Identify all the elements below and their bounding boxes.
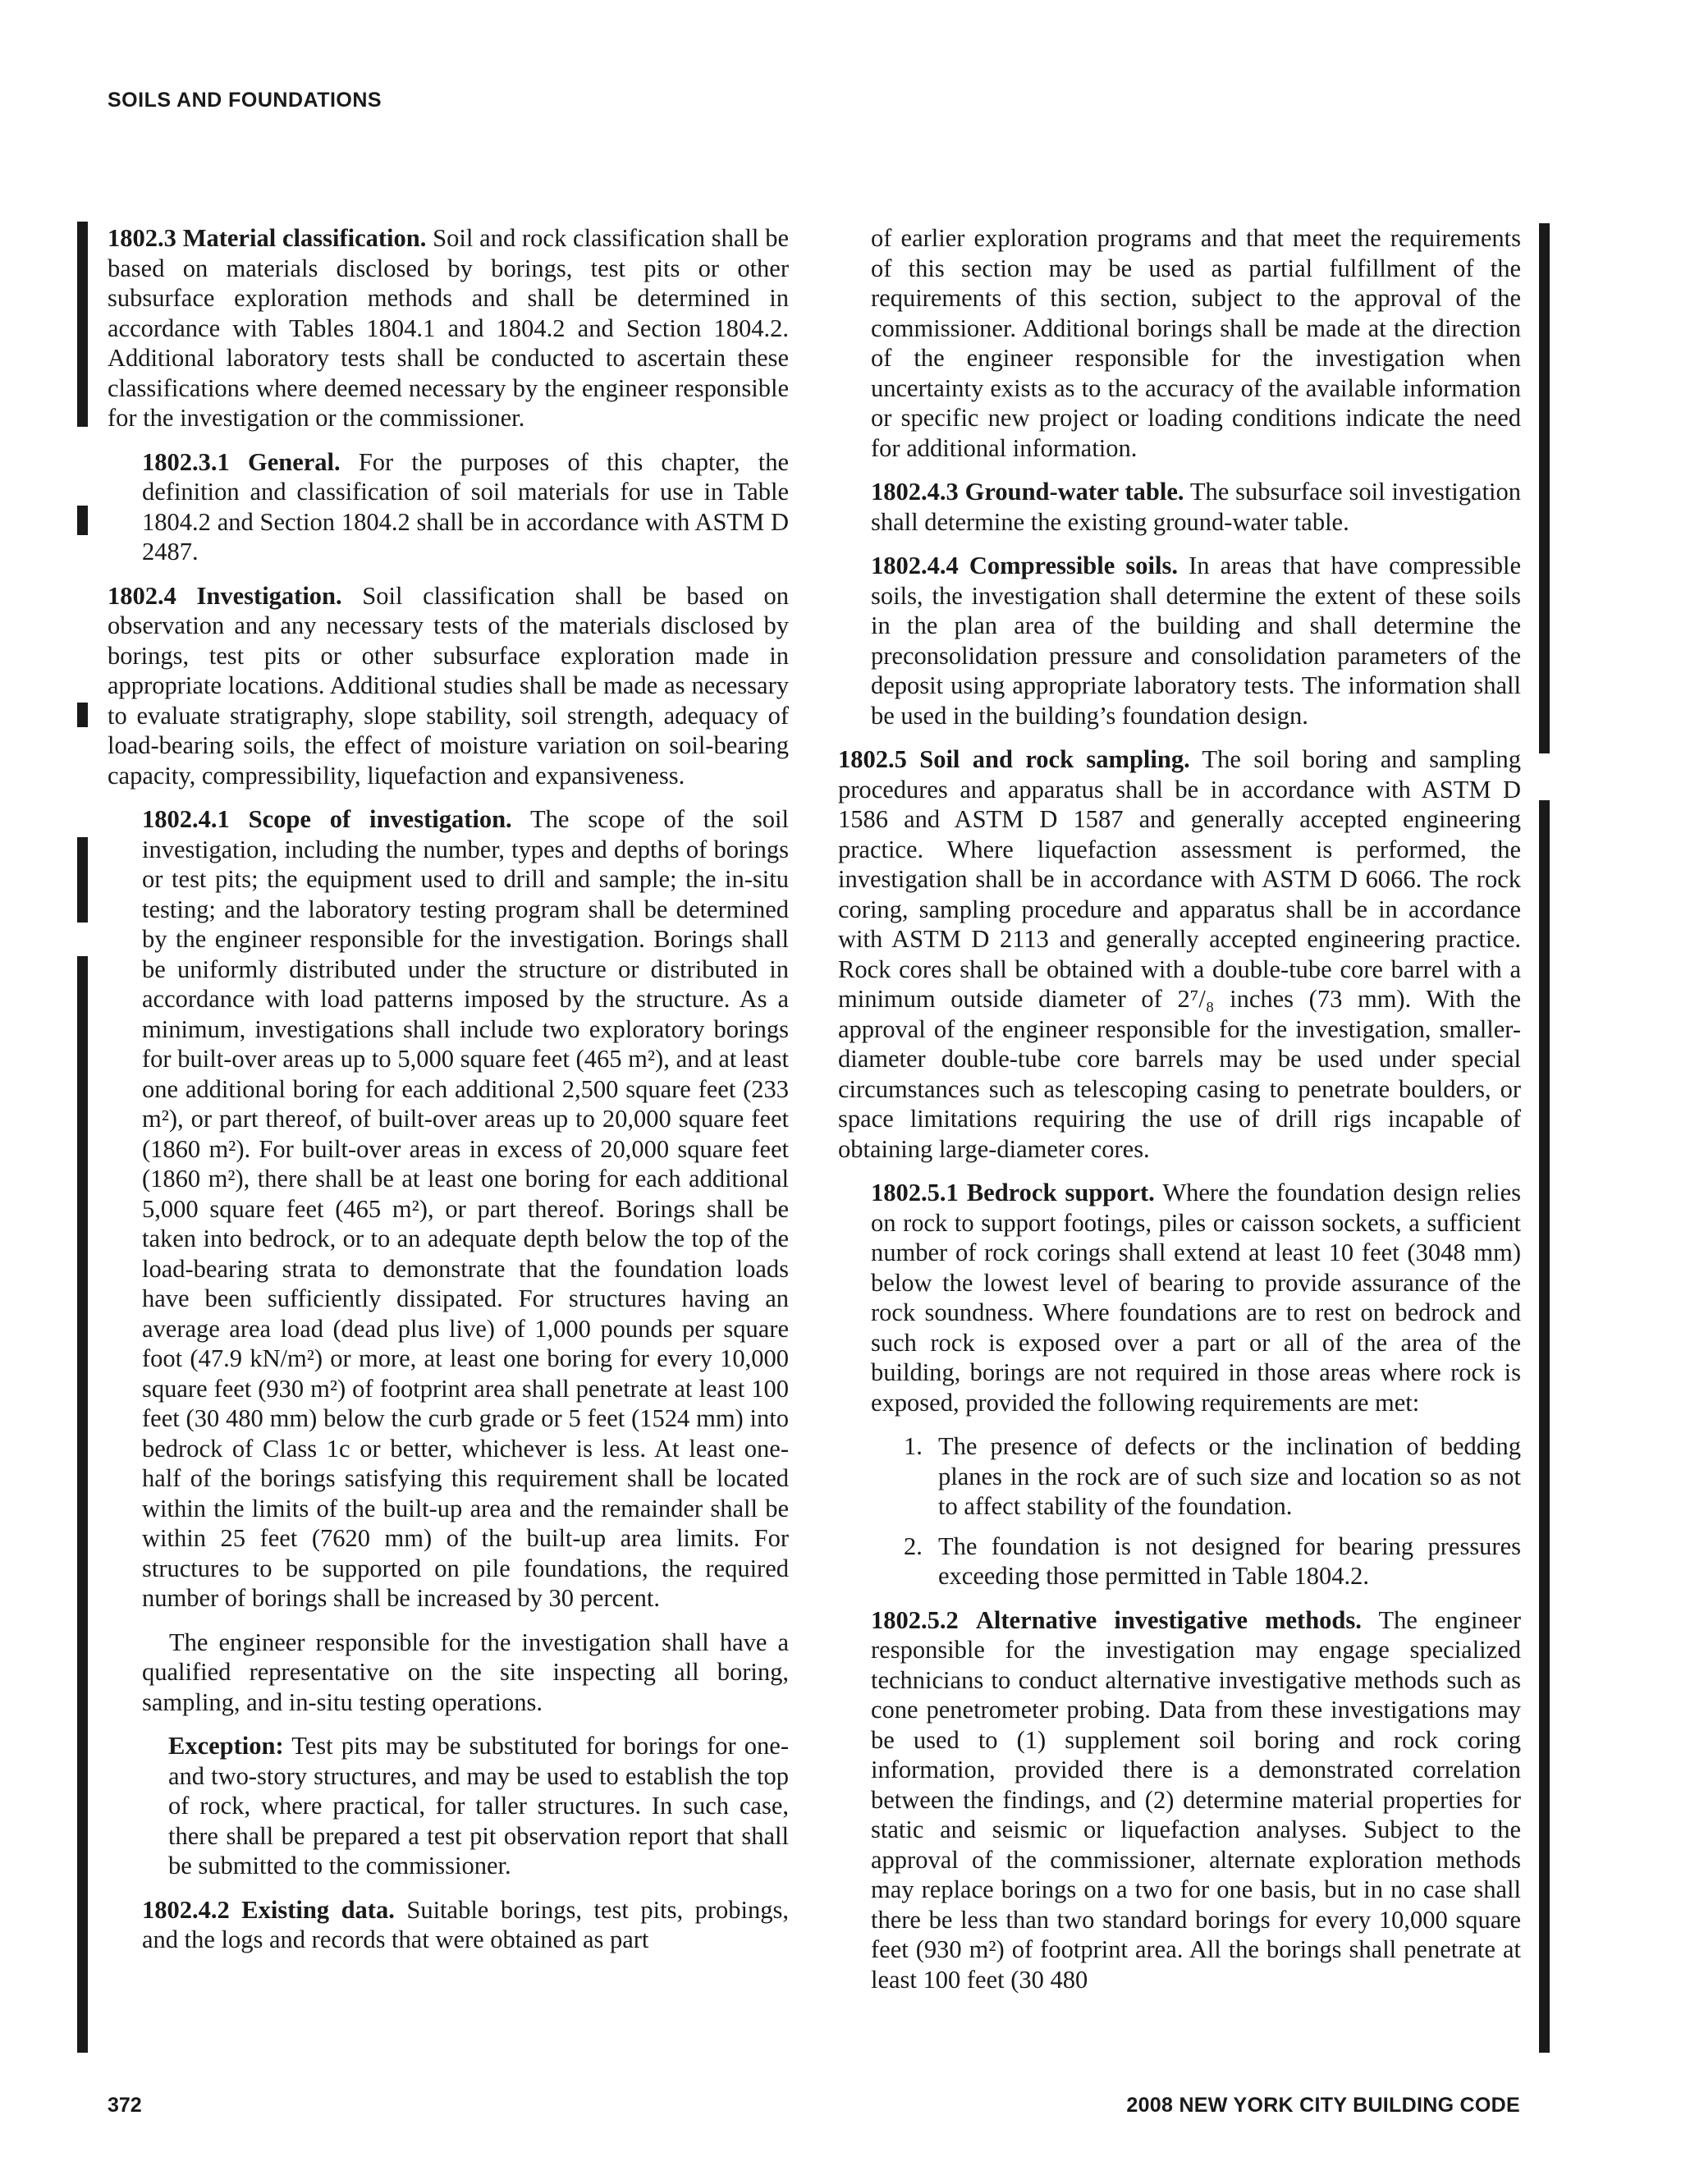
left-column: [108, 223, 789, 1969]
section-heading: Existing data.: [241, 1895, 395, 1924]
page-number: 372: [108, 2094, 142, 2117]
section-heading: Soil and rock sampling.: [919, 745, 1190, 773]
requirements-list: [871, 1431, 1521, 1591]
change-bar: [77, 837, 88, 923]
section-text: In areas that have compressible soils, the investigation shall determine the extent of these soils in the plan area of the building and shall determine the preconsolidation pressure and consolidation parameters of the deposit using appropriate laboratory tests. The information shall be used in the building’s foundation design.: [871, 552, 1522, 730]
section-text: The engineer responsible for the investigation may engage specialized technicians to conduct alternative investigative methods such as cone penetrometer probing. Data from these investigations may be used to (1) supplement soil boring and rock coring information, provided there is a demonstrated correlation between the findings, and (2) determine material properties for static and seismic or liquefaction analyses. Subject to the approval of the commissioner, alternate exploration methods may replace borings on a two for one basis, but in no case shall there be less than two standard borings for every 10,000 square feet (930 m²) of footprint area. All the borings shall penetrate at least 100 feet (30 480: [871, 1605, 1521, 1994]
section-1802-4-3: [871, 477, 1521, 537]
section-number: 1802.5.2: [871, 1605, 959, 1634]
list-item-text: The presence of defects or the inclination of bedding planes in the rock are of such size and location so as not to affect stability of the foundation.: [938, 1432, 1521, 1520]
list-item-number: 1.: [904, 1432, 923, 1460]
section-1802-5: [838, 744, 1521, 1164]
section-text: The soil boring and sampling procedures and apparatus shall be in accordance with ASTM D 1586 and ASTM D 1587 and generally accepted engineering practice. Where liquefaction assessment is performed, the investigation shall be in accordance with ASTM D 6066. The rock coring, sampling procedure and apparatus shall be in accordance with ASTM D 2113 and generally accepted engineering practice. Rock cores shall be obtained with a double-tube core barrel with a minimum outside diameter of 2⁷/₈ inches (73 mm). With the approval of the engineer responsible for the investigation, smaller-diameter double-tube core barrels may be used under special circumstances such as telescoping casing to penetrate boulders, or space limitations requiring the use of drill rigs incapable of obtaining large-diameter cores.: [838, 745, 1521, 1163]
section-number: 1802.3: [108, 224, 176, 252]
exception-block: [168, 1731, 789, 1881]
paragraph-text: The engineer responsible for the investigation shall have a qualified representative on the site inspecting all boring, sampling, and in-situ testing operations.: [142, 1628, 789, 1716]
section-number: 1802.3.1: [142, 447, 230, 476]
change-bar: [1539, 800, 1550, 2053]
section-number: 1802.4.2: [142, 1895, 230, 1924]
change-bar: [1539, 223, 1550, 753]
section-number: 1802.4: [108, 581, 176, 610]
exception-heading: Exception:: [168, 1732, 284, 1760]
section-heading: General.: [247, 447, 341, 476]
section-text: Soil classification shall be based on observation and any necessary tests of the materials disclosed by borings, test pits or other subsurface exploration made in appropriate locations. Additional studies shall be made as necessary to evaluate stratigraphy, slope stability, soil strength, adequacy of load-bearing soils, the effect of moisture variation on soil-bearing capacity, compressibility, liquefaction and expansiveness.: [108, 581, 790, 790]
section-text: Soil and rock classification shall be based on materials disclosed by borings, test pits or other subsurface exploration methods and shall be determined in accordance with Tables 1804.1 and 1804.2 and Section 1804.2. Additional laboratory tests shall be conducted to ascertain these classifications where deemed necessary by the engineer responsible for the investigation or the commissioner.: [108, 224, 790, 432]
list-item-text: The foundation is not designed for bearing pressures exceeding those permitted in Table 1804.2.: [938, 1532, 1521, 1590]
section-1802-4-2: [142, 1895, 789, 1955]
section-number: 1802.5: [838, 745, 907, 773]
list-item-number: 2.: [904, 1532, 923, 1560]
section-text: Where the foundation design relies on rock to support footings, piles or caisson sockets, a sufficient number of rock corings shall extend at least 10 feet (3048 mm) below the lowest level of bearing to provide assurance of the rock soundness. Where foundations are to rest on bedrock and such rock is exposed over a part or all of the area of the building, borings are not required in those areas where rock is exposed, provided the following requirements are met:: [871, 1179, 1521, 1417]
section-heading: Investigation.: [196, 581, 342, 610]
section-text: The subsurface soil investigation shall determine the existing ground-water table.: [871, 478, 1522, 536]
exception-text: Test pits may be substituted for borings for one- and two-story structures, and may be used to establish the top of rock, where practical, for taller structures. In such case, there shall be prepared a test pit observation report that shall be submitted to the commissioner.: [168, 1732, 789, 1880]
section-1802-4: [108, 581, 789, 791]
section-1802-4-2-continued: [871, 223, 1521, 463]
right-column: [838, 223, 1522, 2008]
section-text: For the purposes of this chapter, the definition and classification of soil materials for use in Table 1804.2 and Section 1804.2 shall be in accordance with ASTM D 2487.: [142, 447, 790, 565]
running-header: SOILS AND FOUNDATIONS: [108, 89, 382, 112]
change-bar: [77, 222, 88, 427]
section-1802-3: [108, 223, 789, 433]
section-heading: Compressible soils.: [969, 552, 1178, 579]
section-heading: Alternative investigative methods.: [975, 1605, 1362, 1634]
inspection-paragraph: [142, 1628, 789, 1718]
section-text: of earlier exploration programs and that meet the requirements of this section may be used as partial fulfillment of the requirements of this section, subject to the approval of the commissioner. Additional borings shall be made at the direction of the engineer responsible for the investigation when uncertainty exists as to the accuracy of the available information or specific new project or loading conditions indicate the need for additional information.: [871, 224, 1521, 462]
section-heading: Bedrock support.: [966, 1179, 1155, 1206]
section-1802-4-4: [871, 551, 1521, 730]
section-heading: Material classification.: [182, 224, 427, 252]
footer-code-title: 2008 NEW YORK CITY BUILDING CODE: [1126, 2094, 1520, 2117]
section-heading: Scope of investigation.: [248, 805, 512, 833]
section-number: 1802.5.1: [871, 1179, 959, 1206]
change-bar: [77, 703, 88, 727]
change-bar: [77, 956, 88, 2053]
section-number: 1802.4.1: [142, 805, 230, 833]
section-1802-3-1: [142, 447, 789, 567]
section-heading: Ground-water table.: [964, 478, 1184, 506]
change-bar: [77, 506, 88, 535]
list-item: [871, 1532, 1521, 1591]
section-1802-4-1: [142, 804, 789, 1614]
section-1802-5-2: [871, 1605, 1521, 1995]
section-number: 1802.4.4: [871, 552, 959, 579]
section-1802-5-1: [871, 1178, 1521, 1417]
list-item: [871, 1431, 1521, 1522]
section-text: Suitable borings, test pits, probings, and the logs and records that were obtained as part: [142, 1895, 789, 1953]
section-text: The scope of the soil investigation, including the number, types and depths of borings or test pits; the equipment used to drill and sample; the in-situ testing; and the laboratory testing program shall be determined by the engineer responsible for the investigation. Borings shall be uniformly distributed under the structure or distributed in accordance with load patterns imposed by the structure. As a minimum, investigations shall include two exploratory borings for built-over areas up to 5,000 square feet (465 m²), and at least one additional boring for each additional 2,500 square feet (233 m²), or part thereof, of built-over areas up to 20,000 square feet (1860 m²). For built-over areas in excess of 20,000 square feet (1860 m²), there shall be at least one boring for each additional 5,000 square feet (465 m²), or part thereof. Borings shall be taken into bedrock, or to an adequate depth below the top of the load-bearing strata to demonstrate that the foundation loads have been sufficiently dissipated. For structures having an average area load (dead plus live) of 1,000 pounds per square foot (47.9 kN/m²) or more, at least one boring for every 10,000 square feet (930 m²) of footprint area shall penetrate at least 100 feet (30 480 mm) below the curb grade or 5 feet (1524 mm) into bedrock of Class 1c or better, whichever is less. At least one-half of the borings satisfying this requirement shall be located within the limits of the built-up area and the remainder shall be within 25 feet (7620 mm) of the built-up area limits. For structures to be supported on pile foundations, the required number of borings shall be increased by 30 percent.: [142, 805, 789, 1612]
section-number: 1802.4.3: [871, 478, 959, 506]
